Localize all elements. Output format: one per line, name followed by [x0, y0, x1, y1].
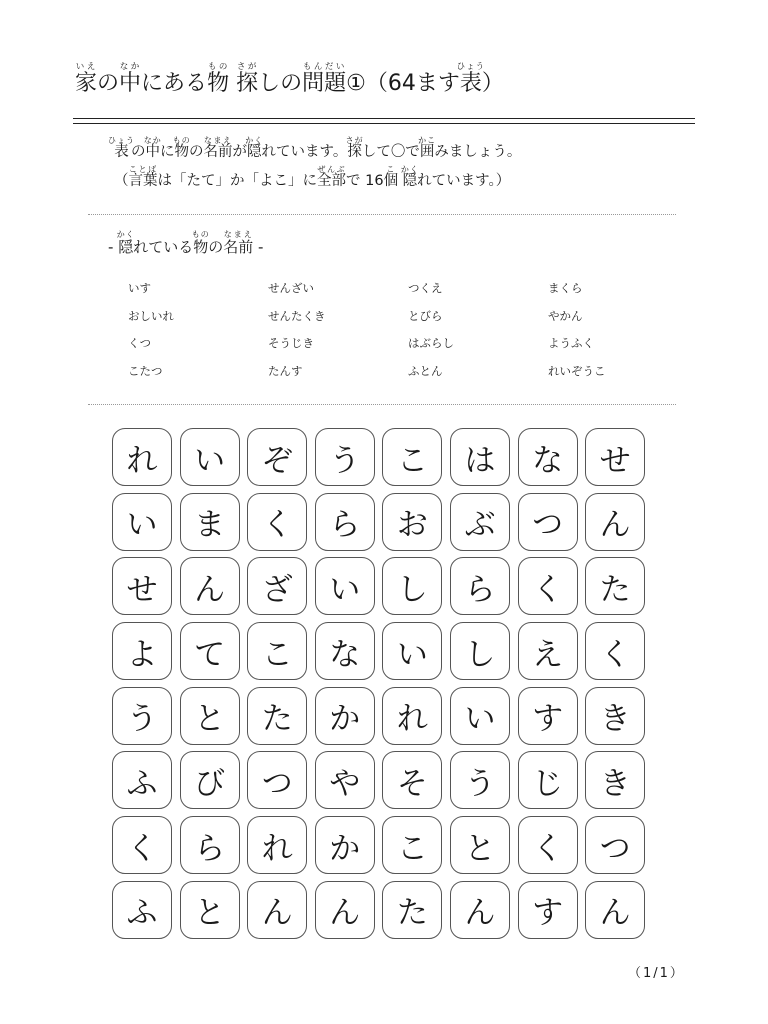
- grid-cell[interactable]: こ: [382, 428, 442, 486]
- word-list-item: とびら: [408, 308, 443, 323]
- grid-cell[interactable]: ざ: [247, 557, 307, 615]
- furigana-word: 物もの: [191, 230, 210, 256]
- word-list-item: せんざい: [268, 281, 314, 295]
- grid-cell[interactable]: き: [585, 687, 645, 745]
- grid-cell[interactable]: う: [450, 751, 510, 809]
- grid-cell[interactable]: ら: [315, 493, 375, 551]
- furigana-word: 隠かく: [116, 230, 135, 256]
- grid-cell[interactable]: た: [585, 557, 645, 615]
- grid-cell[interactable]: た: [382, 881, 442, 939]
- grid-cell[interactable]: く: [518, 557, 578, 615]
- furigana-word: 名前なまえ: [223, 230, 254, 256]
- grid-cell[interactable]: う: [315, 428, 375, 486]
- furigana-word: 問題もんだい: [302, 62, 347, 96]
- grid-cell[interactable]: れ: [247, 816, 307, 874]
- word-list-item: せんたくき: [268, 308, 326, 323]
- grid-cell[interactable]: く: [585, 622, 645, 680]
- grid-cell[interactable]: え: [518, 622, 578, 680]
- grid-cell[interactable]: や: [315, 751, 375, 809]
- word-list-item: やかん: [548, 308, 583, 323]
- grid-cell[interactable]: こ: [382, 816, 442, 874]
- furigana-word: 物もの: [207, 62, 230, 96]
- grid-cell[interactable]: こ: [247, 622, 307, 680]
- grid-cell[interactable]: ぶ: [450, 493, 510, 551]
- grid-cell[interactable]: い: [382, 622, 442, 680]
- grid-cell[interactable]: ん: [585, 493, 645, 551]
- grid-cell[interactable]: か: [315, 687, 375, 745]
- furigana-word: 個こ: [383, 165, 399, 189]
- grid-cell[interactable]: せ: [585, 428, 645, 486]
- divider-bottom: [88, 404, 676, 405]
- word-list-item: ふとん: [408, 363, 443, 378]
- grid-cell[interactable]: ぞ: [247, 428, 307, 486]
- word-list-item: まくら: [548, 281, 583, 295]
- grid-cell[interactable]: と: [180, 687, 240, 745]
- grid-cell[interactable]: く: [518, 816, 578, 874]
- word-list-item: つくえ: [408, 281, 443, 295]
- furigana-word: 隠かく: [245, 136, 264, 160]
- grid-cell[interactable]: き: [585, 751, 645, 809]
- grid-cell[interactable]: つ: [247, 751, 307, 809]
- grid-cell[interactable]: す: [518, 881, 578, 939]
- grid-cell[interactable]: つ: [518, 493, 578, 551]
- grid-cell[interactable]: つ: [585, 816, 645, 874]
- title-rule-bottom: [73, 123, 695, 124]
- furigana-word: 中なか: [143, 136, 162, 160]
- grid-cell[interactable]: と: [180, 881, 240, 939]
- word-list-item: こたつ: [128, 363, 163, 378]
- instructions-line-2: （言葉ことばは「たて」か「よこ」に全部ぜんぶで 16個こ 隠かくれています。）: [114, 165, 511, 189]
- grid-cell[interactable]: し: [382, 557, 442, 615]
- grid-cell[interactable]: ふ: [112, 751, 172, 809]
- title-rule-top: [73, 118, 695, 119]
- word-list-item: いす: [128, 281, 151, 295]
- word-list-item: おしいれ: [128, 308, 174, 323]
- grid-cell[interactable]: び: [180, 751, 240, 809]
- grid-cell[interactable]: い: [450, 687, 510, 745]
- grid-cell[interactable]: い: [112, 493, 172, 551]
- grid-cell[interactable]: ら: [450, 557, 510, 615]
- grid-cell[interactable]: な: [315, 622, 375, 680]
- grid-cell[interactable]: な: [518, 428, 578, 486]
- page-number: （1/1）: [628, 966, 685, 981]
- grid-cell[interactable]: は: [450, 428, 510, 486]
- grid-cell[interactable]: か: [315, 816, 375, 874]
- grid-cell[interactable]: よ: [112, 622, 172, 680]
- grid-cell[interactable]: く: [247, 493, 307, 551]
- word-list-item: ようふく: [548, 336, 594, 350]
- grid-cell[interactable]: ん: [585, 881, 645, 939]
- grid-cell[interactable]: そ: [382, 751, 442, 809]
- grid-cell[interactable]: れ: [112, 428, 172, 486]
- grid-cell[interactable]: ん: [180, 557, 240, 615]
- grid-cell[interactable]: い: [180, 428, 240, 486]
- letter-grid: [112, 428, 645, 939]
- grid-cell[interactable]: す: [518, 687, 578, 745]
- divider-top: [88, 214, 676, 215]
- word-list-item: そうじき: [268, 336, 314, 350]
- furigana-word: 全部ぜんぶ: [317, 165, 346, 189]
- word-list-item: れいぞうこ: [548, 363, 606, 378]
- furigana-word: 名前なまえ: [203, 136, 233, 160]
- grid-cell[interactable]: い: [315, 557, 375, 615]
- grid-cell[interactable]: し: [450, 622, 510, 680]
- furigana-word: 隠かく: [400, 165, 419, 189]
- grid-cell[interactable]: と: [450, 816, 510, 874]
- word-list-heading: - 隠かくれている物ものの名前なまえ -: [108, 230, 264, 256]
- grid-cell[interactable]: ふ: [112, 881, 172, 939]
- word-list-item: はぶらし: [408, 336, 454, 350]
- page-title: 家いえの中なかにある物もの 探さがしの問題もんだい①（64ます表ひょう）: [75, 62, 504, 96]
- furigana-word: 家いえ: [75, 62, 98, 96]
- furigana-word: 探さが: [236, 62, 259, 96]
- grid-cell[interactable]: ま: [180, 493, 240, 551]
- grid-cell[interactable]: ん: [247, 881, 307, 939]
- word-list-item: くつ: [128, 336, 151, 350]
- grid-cell[interactable]: ら: [180, 816, 240, 874]
- furigana-word: 探さが: [345, 136, 364, 160]
- instructions-line-1: 表ひょうの中なかに物ものの名前なまえが隠かくれています。探さがして〇で囲かこみましょう。: [108, 136, 522, 160]
- grid-cell[interactable]: う: [112, 687, 172, 745]
- grid-cell[interactable]: て: [180, 622, 240, 680]
- furigana-word: 表ひょう: [108, 136, 135, 160]
- grid-cell[interactable]: ん: [315, 881, 375, 939]
- grid-cell[interactable]: く: [112, 816, 172, 874]
- furigana-word: 表ひょう: [456, 62, 486, 96]
- grid-cell[interactable]: お: [382, 493, 442, 551]
- grid-cell[interactable]: れ: [382, 687, 442, 745]
- grid-cell[interactable]: じ: [518, 751, 578, 809]
- grid-cell[interactable]: た: [247, 687, 307, 745]
- grid-cell[interactable]: ん: [450, 881, 510, 939]
- furigana-word: 言葉ことば: [128, 165, 158, 189]
- furigana-word: 中なか: [119, 62, 142, 96]
- grid-cell[interactable]: せ: [112, 557, 172, 615]
- instructions: [108, 136, 668, 194]
- furigana-word: 囲かこ: [418, 136, 437, 160]
- furigana-word: 物もの: [172, 136, 191, 160]
- word-list-item: たんす: [268, 363, 303, 378]
- word-list: [128, 280, 688, 390]
